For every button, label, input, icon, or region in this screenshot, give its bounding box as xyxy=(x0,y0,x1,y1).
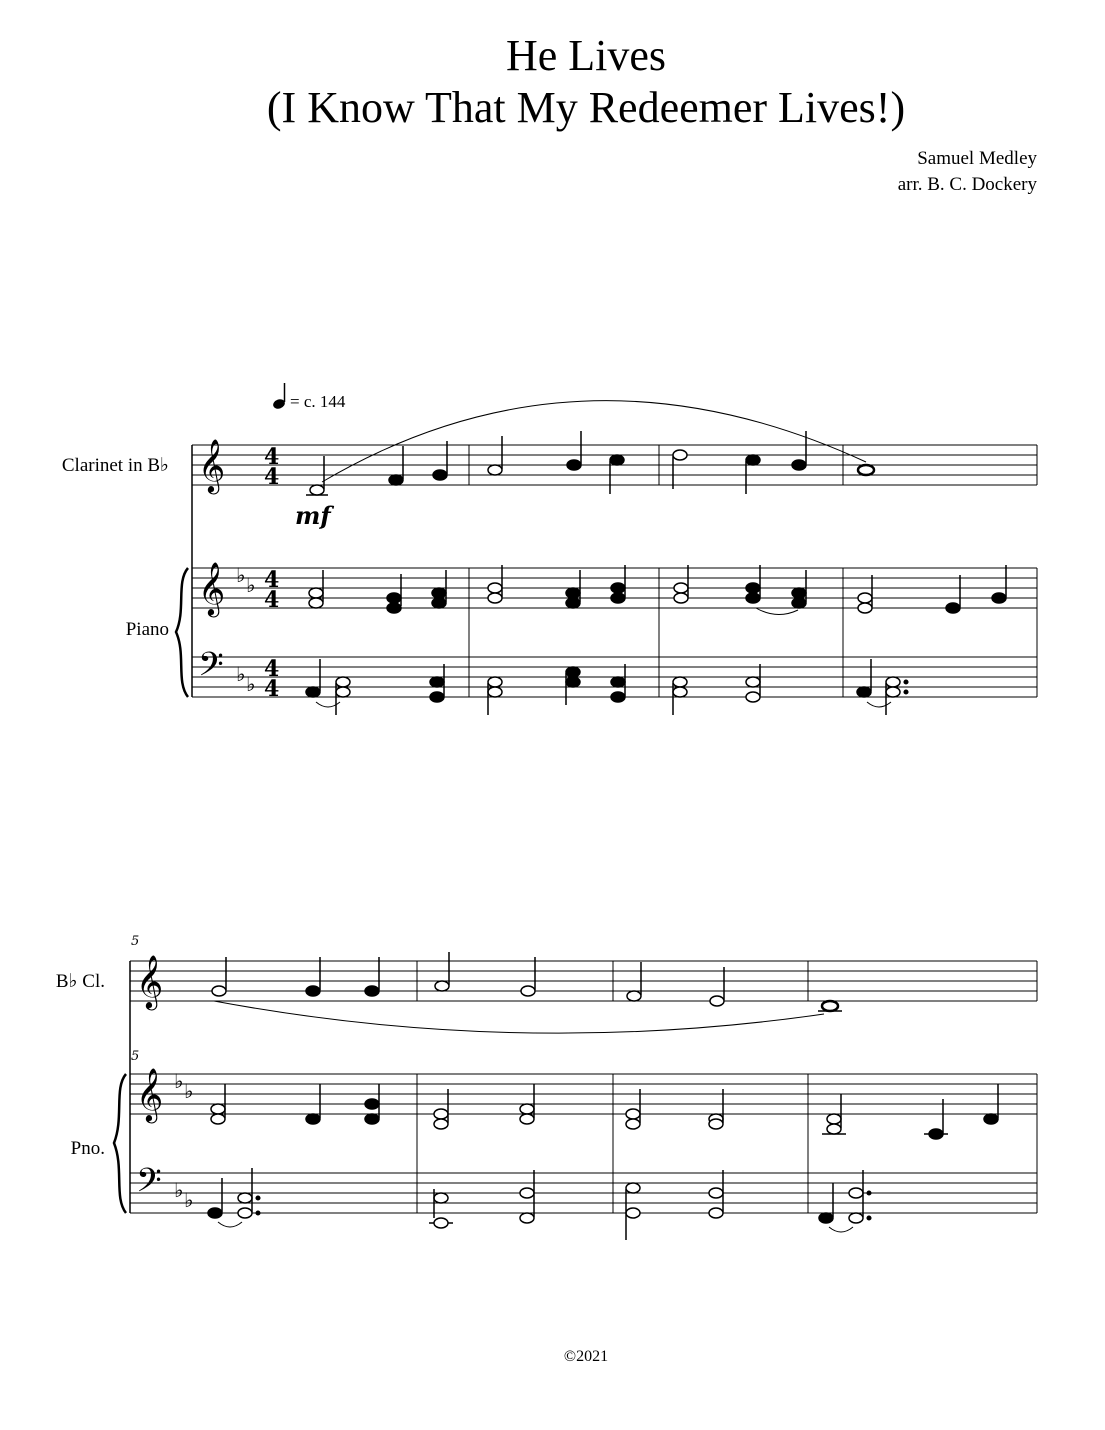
key-signature-flats xyxy=(236,563,255,696)
piano-treble-staff xyxy=(130,1074,1037,1114)
treble-clef-icon: 𝄞 xyxy=(198,561,226,615)
svg-text:4: 4 xyxy=(264,587,280,613)
piano-brace xyxy=(114,1074,126,1213)
instrument-label-clarinet-short: B♭ Cl. xyxy=(55,971,105,992)
time-signature xyxy=(264,444,279,702)
svg-text:4: 4 xyxy=(264,444,280,470)
svg-text:♭: ♭ xyxy=(236,563,246,587)
clarinet-notes-system-1 xyxy=(306,401,874,495)
tempo-marking: = c. 144 xyxy=(290,392,346,411)
treble-clef-icon: 𝄞 xyxy=(136,1067,164,1121)
clarinet-staff xyxy=(130,961,1037,1001)
piano-brace xyxy=(176,568,188,697)
instrument-label-piano: Piano xyxy=(125,619,169,640)
piano-bass-staff xyxy=(130,1173,1037,1213)
svg-text:4: 4 xyxy=(264,656,280,682)
svg-text:4: 4 xyxy=(264,464,280,490)
measure-number: 5 xyxy=(131,1049,140,1064)
svg-text:♭: ♭ xyxy=(174,1178,184,1202)
piano-bass-notes-system-2 xyxy=(208,1168,871,1240)
key-signature-flats xyxy=(174,1069,193,1212)
piano-treble-notes-system-2 xyxy=(211,1084,998,1139)
bass-clef-icon: 𝄢 xyxy=(198,646,224,692)
title-line-2: (I Know That My Redeemer Lives!) xyxy=(266,83,906,132)
arranger-credit: arr. B. C. Dockery xyxy=(897,174,1037,195)
svg-text:♭: ♭ xyxy=(246,573,256,597)
barlines xyxy=(417,961,1037,1213)
bass-clef-icon: 𝄢 xyxy=(136,1162,162,1208)
measure-number: 5 xyxy=(131,934,140,949)
instrument-label-clarinet: Clarinet in B♭ xyxy=(61,455,169,476)
copyright-notice: ©2021 xyxy=(563,1348,609,1365)
tempo-note-icon xyxy=(272,383,286,410)
dynamic-marking: mf xyxy=(295,501,331,530)
svg-text:♭: ♭ xyxy=(184,1079,194,1103)
instrument-label-piano-short: Pno. xyxy=(70,1138,105,1159)
svg-text:♭: ♭ xyxy=(184,1188,194,1212)
clarinet-notes-system-2 xyxy=(212,952,842,1033)
svg-text:♭: ♭ xyxy=(246,672,256,696)
svg-text:♭: ♭ xyxy=(236,662,246,686)
svg-text:4: 4 xyxy=(264,567,280,593)
piano-treble-notes-system-1 xyxy=(309,565,1006,615)
composer-credit: Samuel Medley xyxy=(917,148,1037,169)
treble-clef-icon: 𝄞 xyxy=(198,438,226,492)
svg-text:♭: ♭ xyxy=(174,1069,184,1093)
system-1 xyxy=(176,445,1037,697)
barlines xyxy=(469,445,1037,697)
treble-clef-icon: 𝄞 xyxy=(136,954,164,1008)
title-line-1: He Lives xyxy=(505,31,667,80)
svg-text:4: 4 xyxy=(264,676,280,702)
